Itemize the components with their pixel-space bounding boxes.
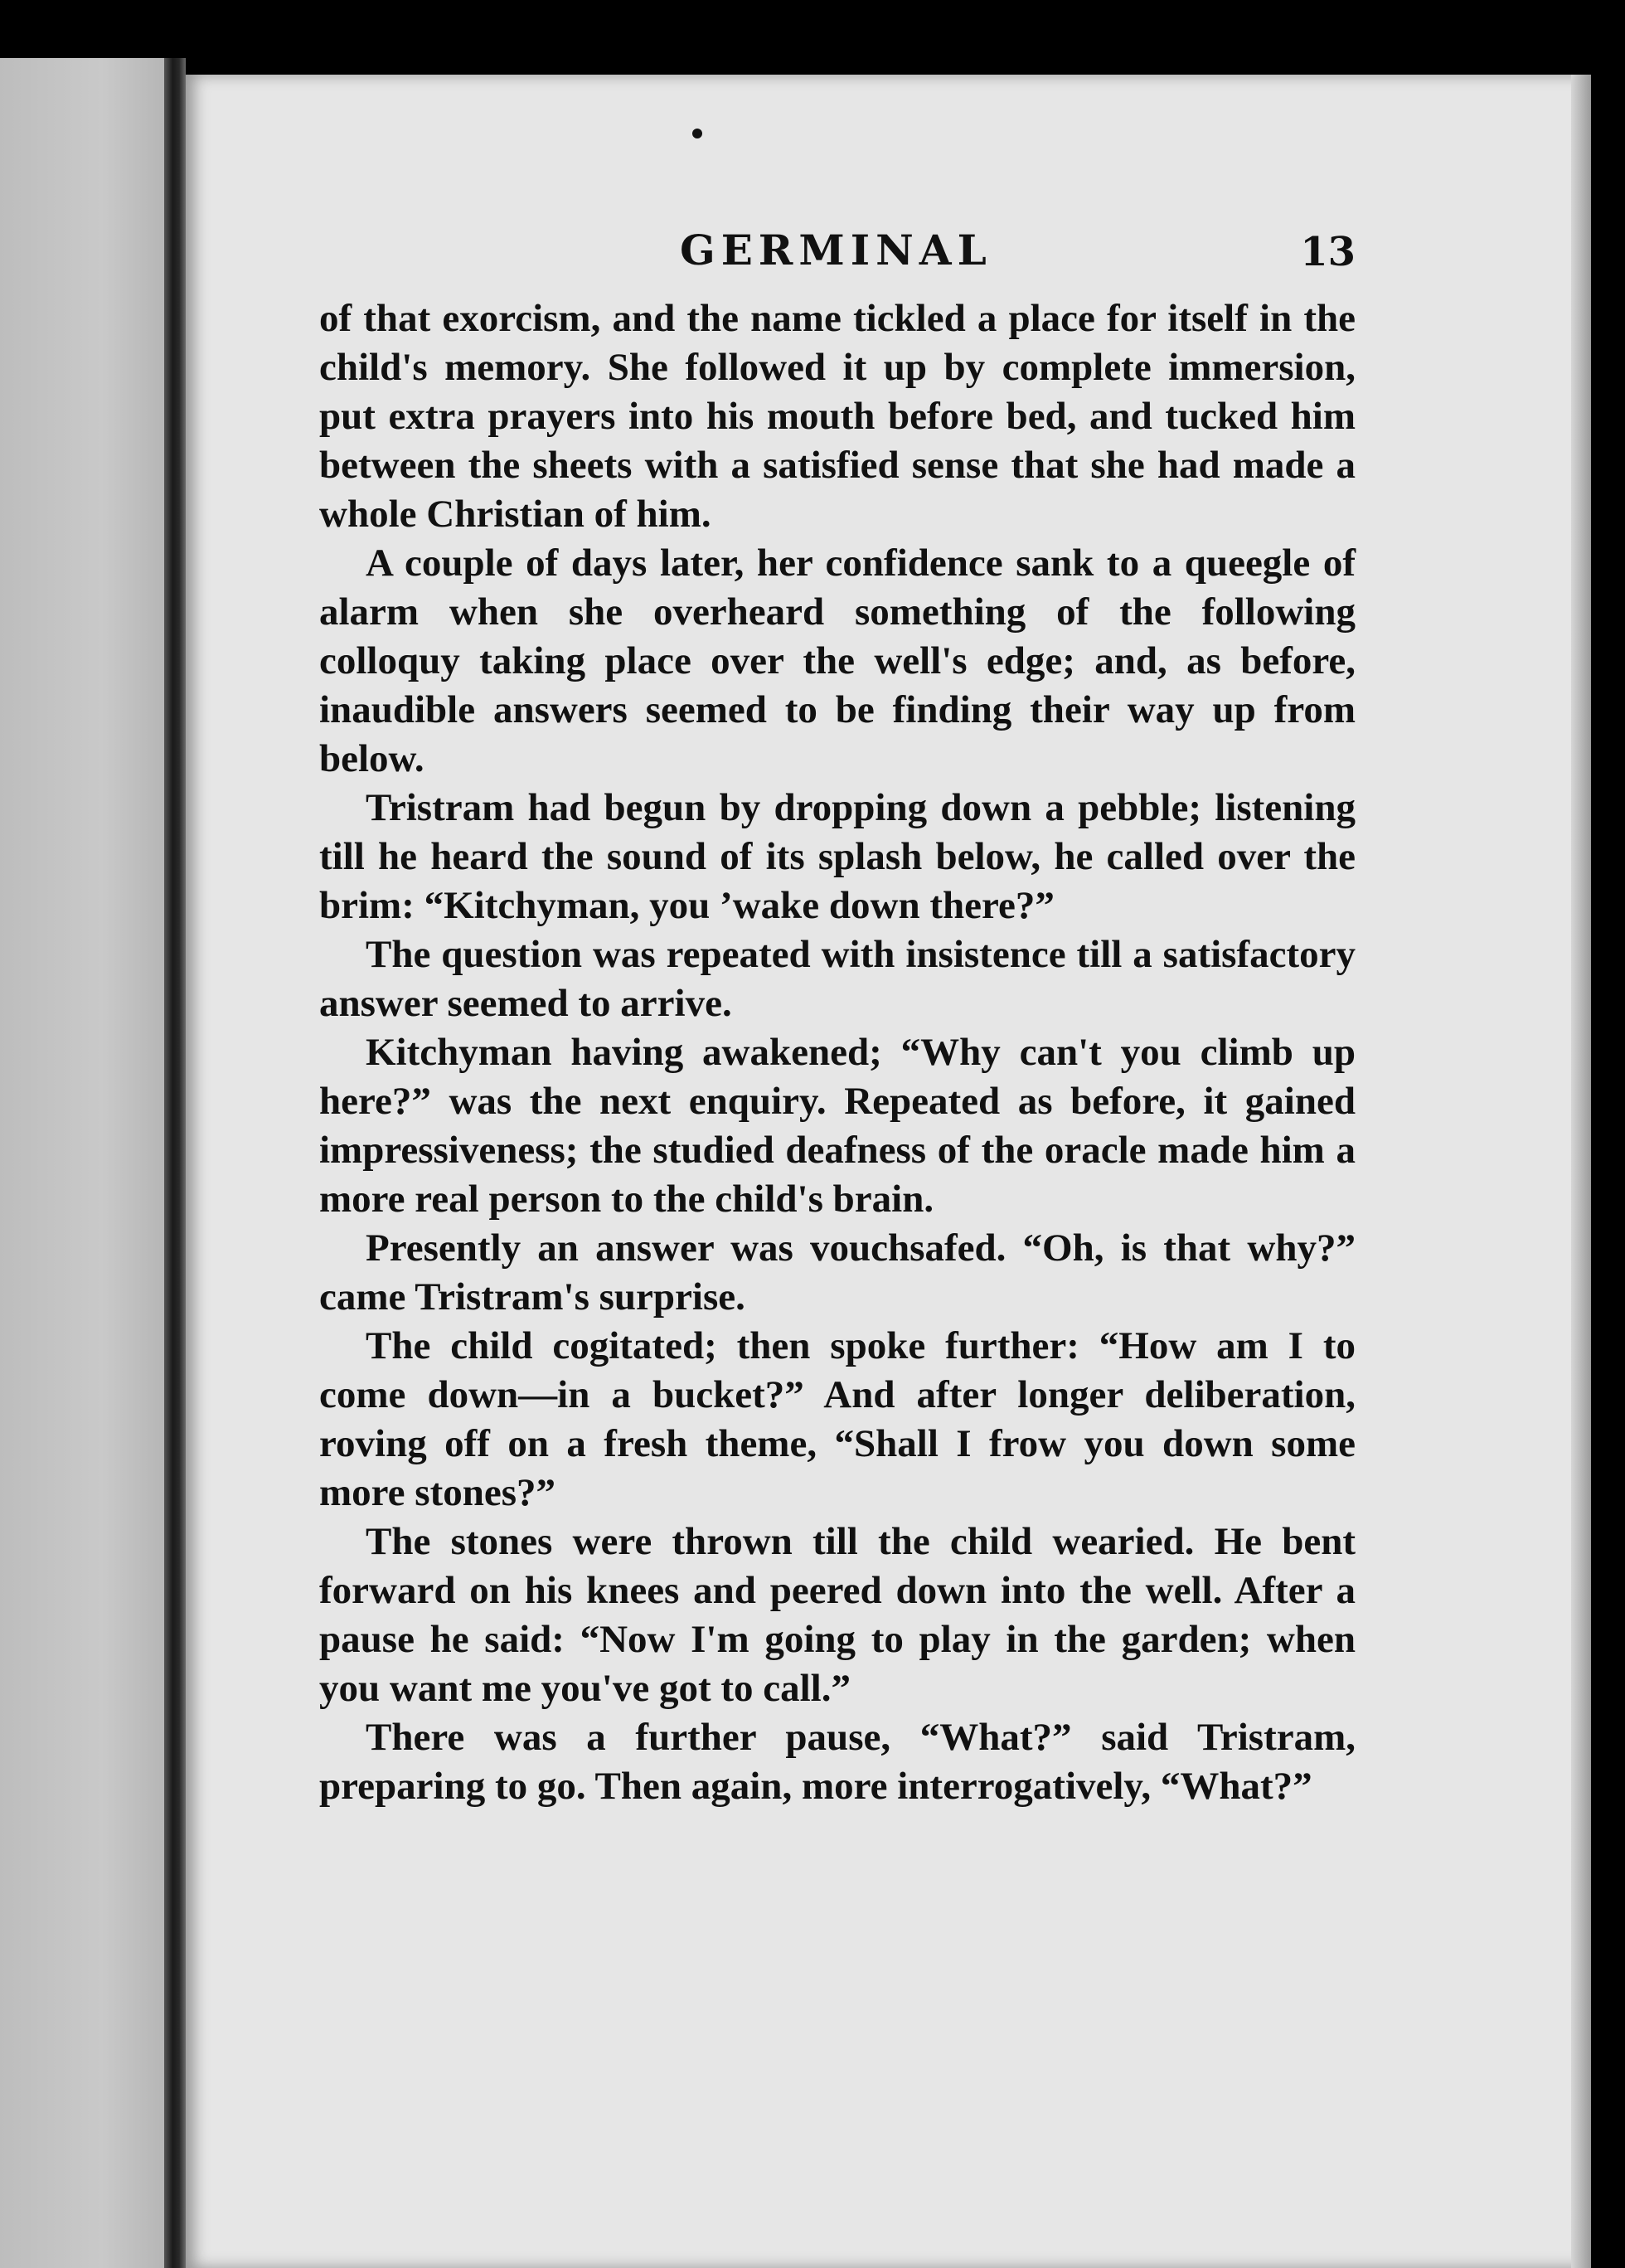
page-edge-shadow (1571, 75, 1591, 2268)
paragraph: Tristram had begun by dropping down a pebble; listening till he heard the sound of its splash below, he called over the brim: “Kitchyman, you ’wake down there?” (319, 786, 1356, 927)
paragraph: The stones were thrown till the child wearied. He bent forward on his knees and peered down into the well. After a pause he said: “Now I'm going to play in the garden; when you want me you've got to call.” (319, 1520, 1356, 1710)
paragraph: The child cogitated; then spoke further: “How am I to come down—in a bucket?” And after longer deliberation, roving off on a fresh theme, “Shall I frow you down some more stones?” (319, 1324, 1356, 1514)
paragraph: The question was repeated with insistence till a satisfactory answer seemed to arrive. (319, 933, 1356, 1025)
running-header (319, 226, 1356, 292)
book-gutter (164, 58, 186, 2268)
paragraph: Kitchyman having awakened; “Why can't you climb up here?” was the next enquiry. Repeated as before, it gained impressiveness; the studied deafness of the oracle made him a more real person to the child's brain. (319, 1031, 1356, 1221)
paragraph: There was a further pause, “What?” said Tristram, preparing to go. Then again, more interrogatively, “What?” (319, 1716, 1356, 1808)
body-text (319, 294, 1356, 1811)
paragraph: A couple of days later, her confidence sank to a queegle of alarm when she overheard something of the following colloquy taking place over the well's edge; and, as before, inaudible answers seemed to be finding their way up from below. (319, 542, 1356, 780)
facing-page-edge (0, 58, 170, 2268)
paragraph: Presently an answer was vouchsafed. “Oh, is that why?” came Tristram's surprise. (319, 1226, 1356, 1319)
paragraph: of that exorcism, and the name tickled a place for itself in the child's memory. She followed it up by complete immersion, put extra prayers into his mouth before bed, and tucked him between the sheets with a satisfied sense that she had made a whole Christian of him. (319, 297, 1356, 536)
running-title: GERMINAL (680, 226, 992, 274)
page-number: 13 (1300, 229, 1356, 275)
ink-speck (692, 129, 702, 138)
